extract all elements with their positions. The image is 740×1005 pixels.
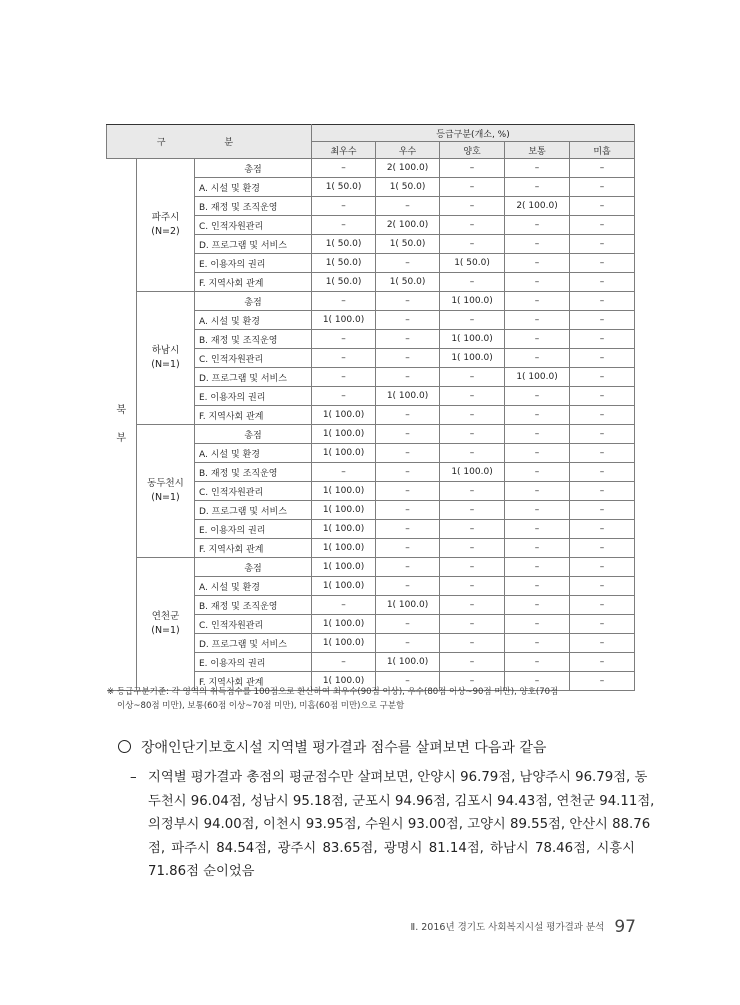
grade-value: 1( 100.0) — [312, 634, 376, 653]
grade-value: – — [570, 178, 635, 197]
city-cell — [137, 558, 195, 691]
grade-value: 1( 100.0) — [312, 501, 376, 520]
item-label: E. 이용자의 권리 — [195, 520, 312, 539]
grade-value: – — [505, 178, 570, 197]
grade-value: – — [570, 463, 635, 482]
header-grade: 우수 — [376, 142, 440, 159]
grade-value: – — [440, 273, 505, 292]
grade-value: – — [505, 672, 570, 691]
grade-value: 2( 100.0) — [505, 197, 570, 216]
grade-value: – — [440, 501, 505, 520]
region-char: 북 — [116, 404, 127, 416]
item-label: B. 재정 및 조직운영 — [195, 330, 312, 349]
item-label: A. 시설 및 환경 — [195, 577, 312, 596]
grade-value: – — [570, 520, 635, 539]
grade-value: 1( 100.0) — [312, 577, 376, 596]
city-cell — [137, 425, 195, 558]
grade-value: – — [440, 387, 505, 406]
grade-value: – — [440, 444, 505, 463]
city-count: (N=2) — [151, 226, 180, 237]
grade-value: – — [312, 292, 376, 311]
item-label: D. 프로그램 및 서비스 — [195, 501, 312, 520]
grade-value: – — [570, 216, 635, 235]
grade-value: – — [505, 539, 570, 558]
grade-value: – — [570, 159, 635, 178]
summary-bullet-text: 장애인단기보호시설 지역별 평가결과 점수를 살펴보면 다음과 같음 — [141, 740, 547, 756]
grade-value: – — [570, 653, 635, 672]
city-name: 동두천시 — [147, 478, 184, 489]
summary-detail — [130, 766, 655, 884]
grade-value: – — [312, 197, 376, 216]
grade-value: – — [505, 425, 570, 444]
grade-value: 1( 50.0) — [312, 235, 376, 254]
grade-value: – — [376, 577, 440, 596]
city-count: (N=1) — [151, 625, 180, 636]
header-grade-group: 등급구분(개소, %) — [312, 125, 635, 142]
item-label: F. 지역사회 관계 — [195, 672, 312, 691]
item-label: C. 인적자원관리 — [195, 349, 312, 368]
table-row — [107, 159, 635, 178]
item-label: C. 인적자원관리 — [195, 615, 312, 634]
grade-value: – — [505, 634, 570, 653]
grade-value: – — [505, 444, 570, 463]
note-line-2: 이상~80점 미만), 보통(60점 이상~70점 미만), 미흡(60점 미만)으로 구분함 — [117, 701, 405, 711]
grade-value: – — [505, 216, 570, 235]
grade-value: – — [570, 539, 635, 558]
grade-value: – — [440, 634, 505, 653]
table-row — [107, 425, 635, 444]
item-label: 총점 — [195, 292, 312, 311]
grade-value: 1( 50.0) — [312, 178, 376, 197]
grade-value: – — [376, 463, 440, 482]
grade-value: – — [505, 159, 570, 178]
grade-value: – — [440, 577, 505, 596]
page-footer — [411, 917, 636, 937]
item-label: F. 지역사회 관계 — [195, 539, 312, 558]
item-label: A. 시설 및 환경 — [195, 178, 312, 197]
grade-value: – — [570, 558, 635, 577]
grade-value: 1( 100.0) — [376, 653, 440, 672]
grade-value: 1( 100.0) — [312, 482, 376, 501]
grade-value: – — [440, 672, 505, 691]
grade-value: – — [376, 520, 440, 539]
grade-value: – — [570, 197, 635, 216]
city-count: (N=1) — [151, 492, 180, 503]
item-label: B. 재정 및 조직운영 — [195, 197, 312, 216]
header-grade: 미흡 — [570, 142, 635, 159]
header-gubun: 구 분 — [107, 125, 312, 159]
grade-value: – — [440, 615, 505, 634]
grade-value: 1( 100.0) — [312, 311, 376, 330]
grade-value: – — [440, 558, 505, 577]
item-label: F. 지역사회 관계 — [195, 273, 312, 292]
grade-value: 1( 100.0) — [440, 349, 505, 368]
grade-value: – — [570, 292, 635, 311]
grade-value: – — [505, 330, 570, 349]
grade-value: – — [570, 425, 635, 444]
chapter-title: Ⅱ. 2016년 경기도 사회복지시설 평가결과 분석 — [410, 922, 605, 933]
grade-value: 1( 100.0) — [376, 596, 440, 615]
grade-value: – — [440, 368, 505, 387]
grade-value: 2( 100.0) — [376, 159, 440, 178]
grade-value: – — [505, 615, 570, 634]
grade-value: – — [312, 159, 376, 178]
grade-value: – — [376, 425, 440, 444]
item-label: D. 프로그램 및 서비스 — [195, 235, 312, 254]
grade-value: – — [570, 672, 635, 691]
grade-value: 1( 100.0) — [376, 387, 440, 406]
grade-value: 1( 100.0) — [312, 406, 376, 425]
grade-value: – — [505, 273, 570, 292]
grade-value: – — [376, 406, 440, 425]
table-row — [107, 292, 635, 311]
summary-line: 지역별 평가결과 총점의 평균점수만 살펴보면, 안양시 96.79점, 남양주시 96.79점, 동 — [148, 770, 648, 785]
city-cell — [137, 159, 195, 292]
grade-value: – — [440, 235, 505, 254]
grade-value: 1( 50.0) — [312, 273, 376, 292]
grade-value: – — [440, 216, 505, 235]
grade-value: – — [376, 539, 440, 558]
city-cell — [137, 292, 195, 425]
dash-marker: – — [130, 770, 137, 785]
grade-value: – — [312, 387, 376, 406]
item-label: E. 이용자의 권리 — [195, 653, 312, 672]
grade-value: 1( 50.0) — [376, 273, 440, 292]
summary-line: 두천시 96.04점, 성남시 95.18점, 군포시 94.96점, 김포시 94.43점, 연천군 94.11점, — [148, 793, 655, 809]
grade-value: – — [376, 254, 440, 273]
grade-value: – — [376, 558, 440, 577]
item-label: 총점 — [195, 558, 312, 577]
grade-value: – — [312, 216, 376, 235]
grade-value: 1( 100.0) — [440, 292, 505, 311]
grade-value: 1( 100.0) — [440, 330, 505, 349]
grade-value: – — [570, 444, 635, 463]
grade-value: 1( 50.0) — [440, 254, 505, 273]
item-label: D. 프로그램 및 서비스 — [195, 368, 312, 387]
grade-value: – — [570, 501, 635, 520]
grade-value: 1( 50.0) — [376, 178, 440, 197]
grade-value: – — [505, 349, 570, 368]
grade-value: – — [570, 615, 635, 634]
grade-value: – — [376, 501, 440, 520]
grade-value: 1( 100.0) — [440, 463, 505, 482]
grade-value: – — [376, 330, 440, 349]
grade-value: – — [440, 159, 505, 178]
grade-value: – — [505, 254, 570, 273]
grade-value: – — [505, 596, 570, 615]
grade-criteria-note — [107, 685, 637, 713]
item-label: F. 지역사회 관계 — [195, 406, 312, 425]
grade-value: 1( 100.0) — [312, 558, 376, 577]
grade-value: – — [440, 406, 505, 425]
grade-value: – — [376, 197, 440, 216]
grade-value: – — [376, 349, 440, 368]
grade-value: – — [440, 425, 505, 444]
summary-line: 의정부시 94.00점, 이천시 93.95점, 수원시 93.00점, 고양시 89.55점, 안산시 88.76 — [148, 817, 651, 833]
grade-value: – — [376, 292, 440, 311]
region-cell — [107, 159, 137, 691]
grade-value: – — [440, 178, 505, 197]
grade-value: – — [312, 653, 376, 672]
item-label: C. 인적자원관리 — [195, 216, 312, 235]
grade-value: – — [505, 406, 570, 425]
grade-value: – — [505, 463, 570, 482]
grade-value: 1( 100.0) — [312, 444, 376, 463]
grade-value: – — [440, 539, 505, 558]
header-grade: 최우수 — [312, 142, 376, 159]
grade-value: – — [440, 197, 505, 216]
city-name: 연천군 — [151, 611, 180, 622]
grade-value: 1( 50.0) — [376, 235, 440, 254]
grade-value: – — [570, 482, 635, 501]
grade-value: – — [376, 482, 440, 501]
grade-value: – — [570, 368, 635, 387]
grade-value: – — [505, 482, 570, 501]
grade-value: – — [570, 330, 635, 349]
page-number: 97 — [614, 917, 636, 937]
grade-value: – — [570, 349, 635, 368]
grade-value: – — [312, 330, 376, 349]
grade-value: – — [312, 368, 376, 387]
grade-value: – — [570, 634, 635, 653]
grade-value: – — [570, 577, 635, 596]
item-label: 총점 — [195, 425, 312, 444]
summary-line: 점, 파주시 84.54점, 광주시 83.65점, 광명시 81.14점, 하남시 78.46점, 시흥시 — [148, 840, 635, 856]
item-label: B. 재정 및 조직운영 — [195, 463, 312, 482]
grade-value: – — [505, 520, 570, 539]
grade-value: – — [505, 311, 570, 330]
grade-value: – — [376, 368, 440, 387]
item-label: 총점 — [195, 159, 312, 178]
grade-value: – — [312, 596, 376, 615]
city-count: (N=1) — [151, 359, 180, 370]
item-label: E. 이용자의 권리 — [195, 254, 312, 273]
grade-value: – — [570, 387, 635, 406]
grade-value: – — [570, 254, 635, 273]
grade-value: – — [505, 501, 570, 520]
grade-value: 1( 100.0) — [505, 368, 570, 387]
grade-value: – — [570, 596, 635, 615]
item-label: E. 이용자의 권리 — [195, 387, 312, 406]
grade-value: – — [570, 406, 635, 425]
grade-value: 1( 100.0) — [312, 539, 376, 558]
circle-bullet-icon — [118, 740, 131, 753]
city-name: 하남시 — [151, 345, 180, 356]
summary-line: 71.86점 순이었음 — [148, 864, 255, 880]
item-label: B. 재정 및 조직운영 — [195, 596, 312, 615]
grade-value: 2( 100.0) — [376, 216, 440, 235]
grade-value: 1( 100.0) — [312, 425, 376, 444]
grade-value: – — [570, 273, 635, 292]
item-label: A. 시설 및 환경 — [195, 444, 312, 463]
grade-value: – — [376, 311, 440, 330]
grade-value: 1( 100.0) — [312, 615, 376, 634]
grade-value: – — [505, 387, 570, 406]
item-label: A. 시설 및 환경 — [195, 311, 312, 330]
table-row — [107, 558, 635, 577]
region-char: 부 — [116, 432, 127, 444]
grade-value: 1( 50.0) — [312, 254, 376, 273]
grade-value: – — [312, 463, 376, 482]
item-label: D. 프로그램 및 서비스 — [195, 634, 312, 653]
grade-value: – — [376, 444, 440, 463]
grade-value: – — [440, 596, 505, 615]
grade-value: – — [376, 615, 440, 634]
grade-value: – — [440, 520, 505, 539]
city-name: 파주시 — [151, 212, 180, 223]
grade-value: – — [312, 349, 376, 368]
header-grade: 보통 — [505, 142, 570, 159]
grade-value: – — [505, 653, 570, 672]
grade-value: – — [505, 577, 570, 596]
grade-value: – — [505, 292, 570, 311]
summary-bullet — [118, 737, 546, 757]
grade-value: – — [376, 634, 440, 653]
grade-value: 1( 100.0) — [312, 520, 376, 539]
header-grade: 양호 — [440, 142, 505, 159]
grade-value: – — [376, 672, 440, 691]
grade-distribution-table — [106, 124, 635, 691]
item-label: C. 인적자원관리 — [195, 482, 312, 501]
grade-value: – — [570, 235, 635, 254]
grade-value: – — [440, 482, 505, 501]
grade-value: – — [505, 235, 570, 254]
grade-value: 1( 100.0) — [312, 672, 376, 691]
grade-value: – — [440, 653, 505, 672]
grade-value: – — [570, 311, 635, 330]
grade-value: – — [505, 558, 570, 577]
grade-value: – — [440, 311, 505, 330]
note-line-1: ※ 등급구분기준: 각 영역의 취득점수를 100점으로 환산하여 최우수(90점 이상), 우수(80점 이상~90점 미만), 양호(70점 — [107, 687, 559, 697]
